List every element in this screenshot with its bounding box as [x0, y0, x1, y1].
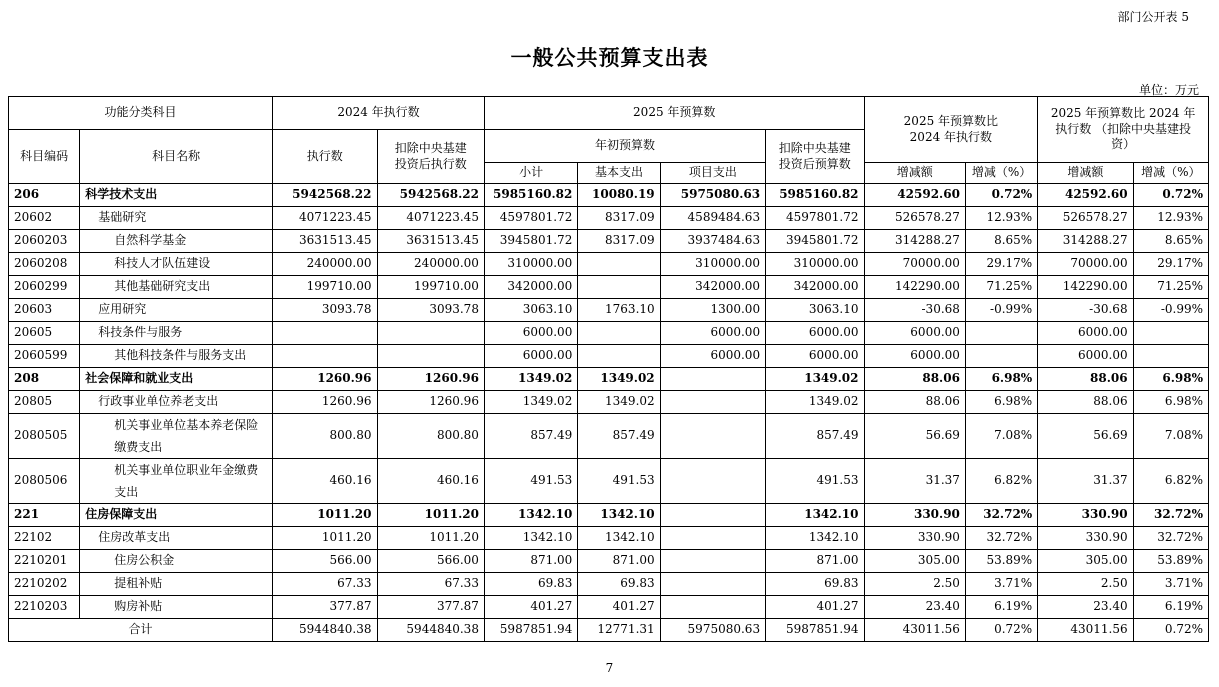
cell-basic: 1763.10 — [578, 299, 660, 322]
cell-exec: 3093.78 — [273, 299, 377, 322]
cell-name: 行政事业单位养老支出 — [80, 391, 273, 414]
cell-code: 20603 — [9, 299, 80, 322]
cell-inc-amt: 31.37 — [864, 459, 965, 504]
cell-inc-pct-b: 6.98% — [1133, 391, 1208, 414]
header-exec-excl: 扣除中央基建投资后执行数 — [377, 130, 484, 184]
cell-exec: 240000.00 — [273, 253, 377, 276]
cell-project: 6000.00 — [660, 322, 765, 345]
cell-subtotal: 310000.00 — [484, 253, 577, 276]
cell-subtotal: 401.27 — [484, 596, 577, 619]
cell-project — [660, 504, 765, 527]
cell-project: 5975080.63 — [660, 184, 765, 207]
cell-basic: 491.53 — [578, 459, 660, 504]
cell-inc-pct-b: 12.93% — [1133, 207, 1208, 230]
cell-basic — [578, 345, 660, 368]
cell-inc-pct: 32.72% — [965, 527, 1037, 550]
cell-name: 机关事业单位基本养老保险缴费支出 — [80, 414, 273, 459]
table-row — [9, 253, 1209, 276]
header-basic: 基本支出 — [578, 163, 660, 184]
cell-subtotal: 4597801.72 — [484, 207, 577, 230]
cell-exec: 1260.96 — [273, 368, 377, 391]
cell-exec-excl: 4071223.45 — [377, 207, 484, 230]
total-exec: 5944840.38 — [273, 619, 377, 642]
table-row — [9, 459, 1209, 504]
total-row — [9, 619, 1209, 642]
cell-inc-pct-b: 0.72% — [1133, 184, 1208, 207]
cell-exec: 1011.20 — [273, 504, 377, 527]
cell-inc-pct-b — [1133, 322, 1208, 345]
cell-subtotal: 491.53 — [484, 459, 577, 504]
cell-basic: 871.00 — [578, 550, 660, 573]
cell-name: 住房保障支出 — [80, 504, 273, 527]
cell-exec-excl: 67.33 — [377, 573, 484, 596]
cell-inc-amt-b: 526578.27 — [1038, 207, 1133, 230]
cell-subtotal: 871.00 — [484, 550, 577, 573]
cell-inc-pct: 6.19% — [965, 596, 1037, 619]
cell-code: 2060208 — [9, 253, 80, 276]
cell-budget-excl: 4597801.72 — [766, 207, 864, 230]
cell-budget-excl: 857.49 — [766, 414, 864, 459]
cell-inc-amt-b: 23.40 — [1038, 596, 1133, 619]
cell-name: 基础研究 — [80, 207, 273, 230]
cell-inc-amt-b: 6000.00 — [1038, 345, 1133, 368]
cell-code: 2060299 — [9, 276, 80, 299]
cell-budget-excl: 5985160.82 — [766, 184, 864, 207]
cell-exec: 460.16 — [273, 459, 377, 504]
cell-exec: 566.00 — [273, 550, 377, 573]
total-basic: 12771.31 — [578, 619, 660, 642]
cell-inc-pct: 53.89% — [965, 550, 1037, 573]
cell-subtotal: 1342.10 — [484, 504, 577, 527]
cell-exec-excl: 1260.96 — [377, 391, 484, 414]
cell-inc-amt: 330.90 — [864, 504, 965, 527]
cell-subtotal: 1349.02 — [484, 368, 577, 391]
cell-code: 2080505 — [9, 414, 80, 459]
page-title: 一般公共预算支出表 — [510, 45, 709, 70]
total-label: 合计 — [9, 619, 273, 642]
cell-exec: 1260.96 — [273, 391, 377, 414]
cell-subtotal: 6000.00 — [484, 345, 577, 368]
total-project: 5975080.63 — [660, 619, 765, 642]
cell-inc-amt: 6000.00 — [864, 322, 965, 345]
cell-project: 1300.00 — [660, 299, 765, 322]
cell-basic: 8317.09 — [578, 207, 660, 230]
table-row — [9, 504, 1209, 527]
cell-project — [660, 414, 765, 459]
cell-inc-amt: 56.69 — [864, 414, 965, 459]
cell-name: 其他基础研究支出 — [80, 276, 273, 299]
table-row — [9, 414, 1209, 459]
cell-inc-pct: 6.98% — [965, 368, 1037, 391]
cell-inc-pct-b: 6.19% — [1133, 596, 1208, 619]
cell-basic — [578, 322, 660, 345]
cell-budget-excl: 342000.00 — [766, 276, 864, 299]
header-inc-pct: 增减（%） — [965, 163, 1037, 184]
table-footer — [9, 619, 1209, 642]
table-row — [9, 230, 1209, 253]
cell-code: 208 — [9, 368, 80, 391]
cell-basic — [578, 276, 660, 299]
page-number: 7 — [605, 661, 614, 675]
cell-subtotal: 342000.00 — [484, 276, 577, 299]
cell-inc-pct: -0.99% — [965, 299, 1037, 322]
cell-exec-excl: 5942568.22 — [377, 184, 484, 207]
table-row — [9, 345, 1209, 368]
total-inc-pct: 0.72% — [965, 619, 1037, 642]
cell-basic: 401.27 — [578, 596, 660, 619]
table-row — [9, 276, 1209, 299]
cell-inc-pct-b: 53.89% — [1133, 550, 1208, 573]
total-inc-amt-b: 43011.56 — [1038, 619, 1133, 642]
cell-name: 科学技术支出 — [80, 184, 273, 207]
table-body — [9, 184, 1209, 619]
cell-basic: 1342.10 — [578, 504, 660, 527]
cell-basic: 10080.19 — [578, 184, 660, 207]
cell-code: 221 — [9, 504, 80, 527]
cell-code: 20605 — [9, 322, 80, 345]
total-exec-excl: 5944840.38 — [377, 619, 484, 642]
cell-inc-pct-b: 32.72% — [1133, 527, 1208, 550]
cell-inc-amt: 330.90 — [864, 527, 965, 550]
cell-inc-amt-b: 31.37 — [1038, 459, 1133, 504]
cell-code: 2060599 — [9, 345, 80, 368]
cell-inc-amt: 2.50 — [864, 573, 965, 596]
cell-inc-pct-b: 6.82% — [1133, 459, 1208, 504]
header-inc-pct-b: 增减（%） — [1133, 163, 1208, 184]
cell-name: 科技人才队伍建设 — [80, 253, 273, 276]
cell-code: 2210202 — [9, 573, 80, 596]
cell-name: 购房补贴 — [80, 596, 273, 619]
cell-budget-excl: 1342.10 — [766, 527, 864, 550]
cell-inc-pct: 6.82% — [965, 459, 1037, 504]
cell-budget-excl: 3945801.72 — [766, 230, 864, 253]
cell-inc-pct: 71.25% — [965, 276, 1037, 299]
cell-exec-excl — [377, 345, 484, 368]
total-inc-amt: 43011.56 — [864, 619, 965, 642]
cell-name: 自然科学基金 — [80, 230, 273, 253]
cell-name: 机关事业单位职业年金缴费支出 — [80, 459, 273, 504]
cell-basic: 1349.02 — [578, 368, 660, 391]
cell-inc-amt: 42592.60 — [864, 184, 965, 207]
header-exec: 执行数 — [273, 130, 377, 184]
cell-inc-amt: 314288.27 — [864, 230, 965, 253]
cell-exec — [273, 322, 377, 345]
cell-subtotal: 857.49 — [484, 414, 577, 459]
budget-table — [8, 96, 1209, 642]
cell-inc-amt-b: 314288.27 — [1038, 230, 1133, 253]
cell-code: 20805 — [9, 391, 80, 414]
cell-project: 3937484.63 — [660, 230, 765, 253]
cell-inc-amt-b: 305.00 — [1038, 550, 1133, 573]
header-compare-b: 2025 年预算数比 2024 年执行数 （扣除中央基建投资） — [1038, 97, 1209, 163]
cell-subtotal: 3945801.72 — [484, 230, 577, 253]
cell-inc-amt-b: 6000.00 — [1038, 322, 1133, 345]
cell-basic: 8317.09 — [578, 230, 660, 253]
cell-exec: 4071223.45 — [273, 207, 377, 230]
cell-inc-amt: 23.40 — [864, 596, 965, 619]
cell-inc-pct — [965, 345, 1037, 368]
cell-name: 其他科技条件与服务支出 — [80, 345, 273, 368]
cell-budget-excl: 491.53 — [766, 459, 864, 504]
cell-budget-excl: 1342.10 — [766, 504, 864, 527]
table-row — [9, 573, 1209, 596]
cell-name: 住房改革支出 — [80, 527, 273, 550]
header-subtotal: 小计 — [484, 163, 577, 184]
cell-budget-excl: 401.27 — [766, 596, 864, 619]
cell-project — [660, 459, 765, 504]
cell-project — [660, 573, 765, 596]
cell-exec-excl: 377.87 — [377, 596, 484, 619]
cell-project — [660, 391, 765, 414]
cell-budget-excl: 871.00 — [766, 550, 864, 573]
cell-inc-amt: 305.00 — [864, 550, 965, 573]
cell-inc-pct-b: 32.72% — [1133, 504, 1208, 527]
cell-basic: 857.49 — [578, 414, 660, 459]
cell-code: 20602 — [9, 207, 80, 230]
cell-basic: 1342.10 — [578, 527, 660, 550]
cell-inc-pct-b: 7.08% — [1133, 414, 1208, 459]
cell-exec: 67.33 — [273, 573, 377, 596]
cell-project — [660, 596, 765, 619]
table-row — [9, 322, 1209, 345]
table-row — [9, 299, 1209, 322]
cell-exec-excl — [377, 322, 484, 345]
cell-inc-pct: 6.98% — [965, 391, 1037, 414]
header-budget-2025: 2025 年预算数 — [484, 97, 864, 130]
cell-name: 应用研究 — [80, 299, 273, 322]
cell-code: 22102 — [9, 527, 80, 550]
cell-project: 342000.00 — [660, 276, 765, 299]
cell-subtotal: 5985160.82 — [484, 184, 577, 207]
cell-exec-excl: 1260.96 — [377, 368, 484, 391]
cell-inc-pct — [965, 322, 1037, 345]
cell-exec: 199710.00 — [273, 276, 377, 299]
table-header — [9, 97, 1209, 184]
cell-exec-excl: 1011.20 — [377, 527, 484, 550]
cell-exec: 1011.20 — [273, 527, 377, 550]
cell-project: 310000.00 — [660, 253, 765, 276]
cell-inc-pct-b: 8.65% — [1133, 230, 1208, 253]
cell-inc-pct-b: 6.98% — [1133, 368, 1208, 391]
table-row — [9, 368, 1209, 391]
total-inc-pct-b: 0.72% — [1133, 619, 1208, 642]
cell-subtotal: 6000.00 — [484, 322, 577, 345]
cell-inc-amt: 526578.27 — [864, 207, 965, 230]
cell-name: 提租补贴 — [80, 573, 273, 596]
cell-subtotal: 3063.10 — [484, 299, 577, 322]
cell-budget-excl: 6000.00 — [766, 345, 864, 368]
cell-inc-amt-b: 56.69 — [1038, 414, 1133, 459]
cell-budget-excl: 310000.00 — [766, 253, 864, 276]
cell-inc-pct: 32.72% — [965, 504, 1037, 527]
header-code: 科目编码 — [9, 130, 80, 184]
cell-inc-amt-b: 330.90 — [1038, 527, 1133, 550]
cell-inc-pct: 0.72% — [965, 184, 1037, 207]
cell-exec-excl: 3093.78 — [377, 299, 484, 322]
table-row — [9, 207, 1209, 230]
cell-inc-pct: 12.93% — [965, 207, 1037, 230]
cell-budget-excl: 1349.02 — [766, 368, 864, 391]
cell-name: 住房公积金 — [80, 550, 273, 573]
cell-inc-amt: 88.06 — [864, 391, 965, 414]
cell-exec-excl: 800.80 — [377, 414, 484, 459]
cell-inc-amt-b: 330.90 — [1038, 504, 1133, 527]
cell-basic — [578, 253, 660, 276]
total-subtotal: 5987851.94 — [484, 619, 577, 642]
header-name: 科目名称 — [80, 130, 273, 184]
cell-exec — [273, 345, 377, 368]
cell-project — [660, 527, 765, 550]
cell-inc-pct-b: 71.25% — [1133, 276, 1208, 299]
table-number-label: 部门公开表 5 — [1117, 10, 1189, 24]
cell-inc-amt-b: -30.68 — [1038, 299, 1133, 322]
cell-inc-amt: 88.06 — [864, 368, 965, 391]
table-row — [9, 184, 1209, 207]
cell-exec-excl: 460.16 — [377, 459, 484, 504]
cell-code: 206 — [9, 184, 80, 207]
cell-inc-pct-b: 29.17% — [1133, 253, 1208, 276]
cell-name: 科技条件与服务 — [80, 322, 273, 345]
cell-inc-pct: 8.65% — [965, 230, 1037, 253]
header-func-category: 功能分类科目 — [9, 97, 273, 130]
cell-exec: 5942568.22 — [273, 184, 377, 207]
cell-inc-amt-b: 2.50 — [1038, 573, 1133, 596]
cell-inc-amt: 70000.00 — [864, 253, 965, 276]
header-initial-budget: 年初预算数 — [484, 130, 765, 163]
cell-inc-amt-b: 88.06 — [1038, 391, 1133, 414]
header-inc-amt-b: 增减额 — [1038, 163, 1133, 184]
table-row — [9, 596, 1209, 619]
cell-inc-amt: 6000.00 — [864, 345, 965, 368]
table-row — [9, 527, 1209, 550]
cell-basic: 69.83 — [578, 573, 660, 596]
cell-budget-excl: 6000.00 — [766, 322, 864, 345]
cell-inc-amt-b: 88.06 — [1038, 368, 1133, 391]
cell-code: 2060203 — [9, 230, 80, 253]
cell-budget-excl: 3063.10 — [766, 299, 864, 322]
cell-inc-pct: 3.71% — [965, 573, 1037, 596]
cell-inc-amt-b: 42592.60 — [1038, 184, 1133, 207]
cell-project: 6000.00 — [660, 345, 765, 368]
cell-exec-excl: 3631513.45 — [377, 230, 484, 253]
cell-inc-amt: 142290.00 — [864, 276, 965, 299]
cell-subtotal: 1349.02 — [484, 391, 577, 414]
cell-inc-amt-b: 70000.00 — [1038, 253, 1133, 276]
cell-inc-pct-b — [1133, 345, 1208, 368]
cell-inc-pct: 7.08% — [965, 414, 1037, 459]
unit-label: 单位：万元 — [1138, 83, 1199, 97]
cell-exec-excl: 566.00 — [377, 550, 484, 573]
cell-exec: 3631513.45 — [273, 230, 377, 253]
cell-budget-excl: 1349.02 — [766, 391, 864, 414]
cell-exec-excl: 240000.00 — [377, 253, 484, 276]
table-row — [9, 391, 1209, 414]
cell-exec: 800.80 — [273, 414, 377, 459]
cell-inc-pct: 29.17% — [965, 253, 1037, 276]
cell-project — [660, 550, 765, 573]
cell-inc-pct-b: -0.99% — [1133, 299, 1208, 322]
cell-subtotal: 69.83 — [484, 573, 577, 596]
cell-budget-excl: 69.83 — [766, 573, 864, 596]
table-row — [9, 550, 1209, 573]
cell-code: 2210201 — [9, 550, 80, 573]
cell-subtotal: 1342.10 — [484, 527, 577, 550]
header-compare-a: 2025 年预算数比 2024 年执行数 — [864, 97, 1038, 163]
header-project: 项目支出 — [660, 163, 765, 184]
cell-code: 2210203 — [9, 596, 80, 619]
cell-inc-amt-b: 142290.00 — [1038, 276, 1133, 299]
cell-inc-pct-b: 3.71% — [1133, 573, 1208, 596]
cell-exec-excl: 199710.00 — [377, 276, 484, 299]
cell-basic: 1349.02 — [578, 391, 660, 414]
cell-inc-amt: -30.68 — [864, 299, 965, 322]
cell-code: 2080506 — [9, 459, 80, 504]
cell-exec-excl: 1011.20 — [377, 504, 484, 527]
cell-exec: 377.87 — [273, 596, 377, 619]
cell-name: 社会保障和就业支出 — [80, 368, 273, 391]
total-budget-excl: 5987851.94 — [766, 619, 864, 642]
cell-project — [660, 368, 765, 391]
cell-project: 4589484.63 — [660, 207, 765, 230]
header-inc-amt: 增减额 — [864, 163, 965, 184]
header-budget-excl: 扣除中央基建投资后预算数 — [766, 130, 864, 184]
header-exec-2024: 2024 年执行数 — [273, 97, 485, 130]
